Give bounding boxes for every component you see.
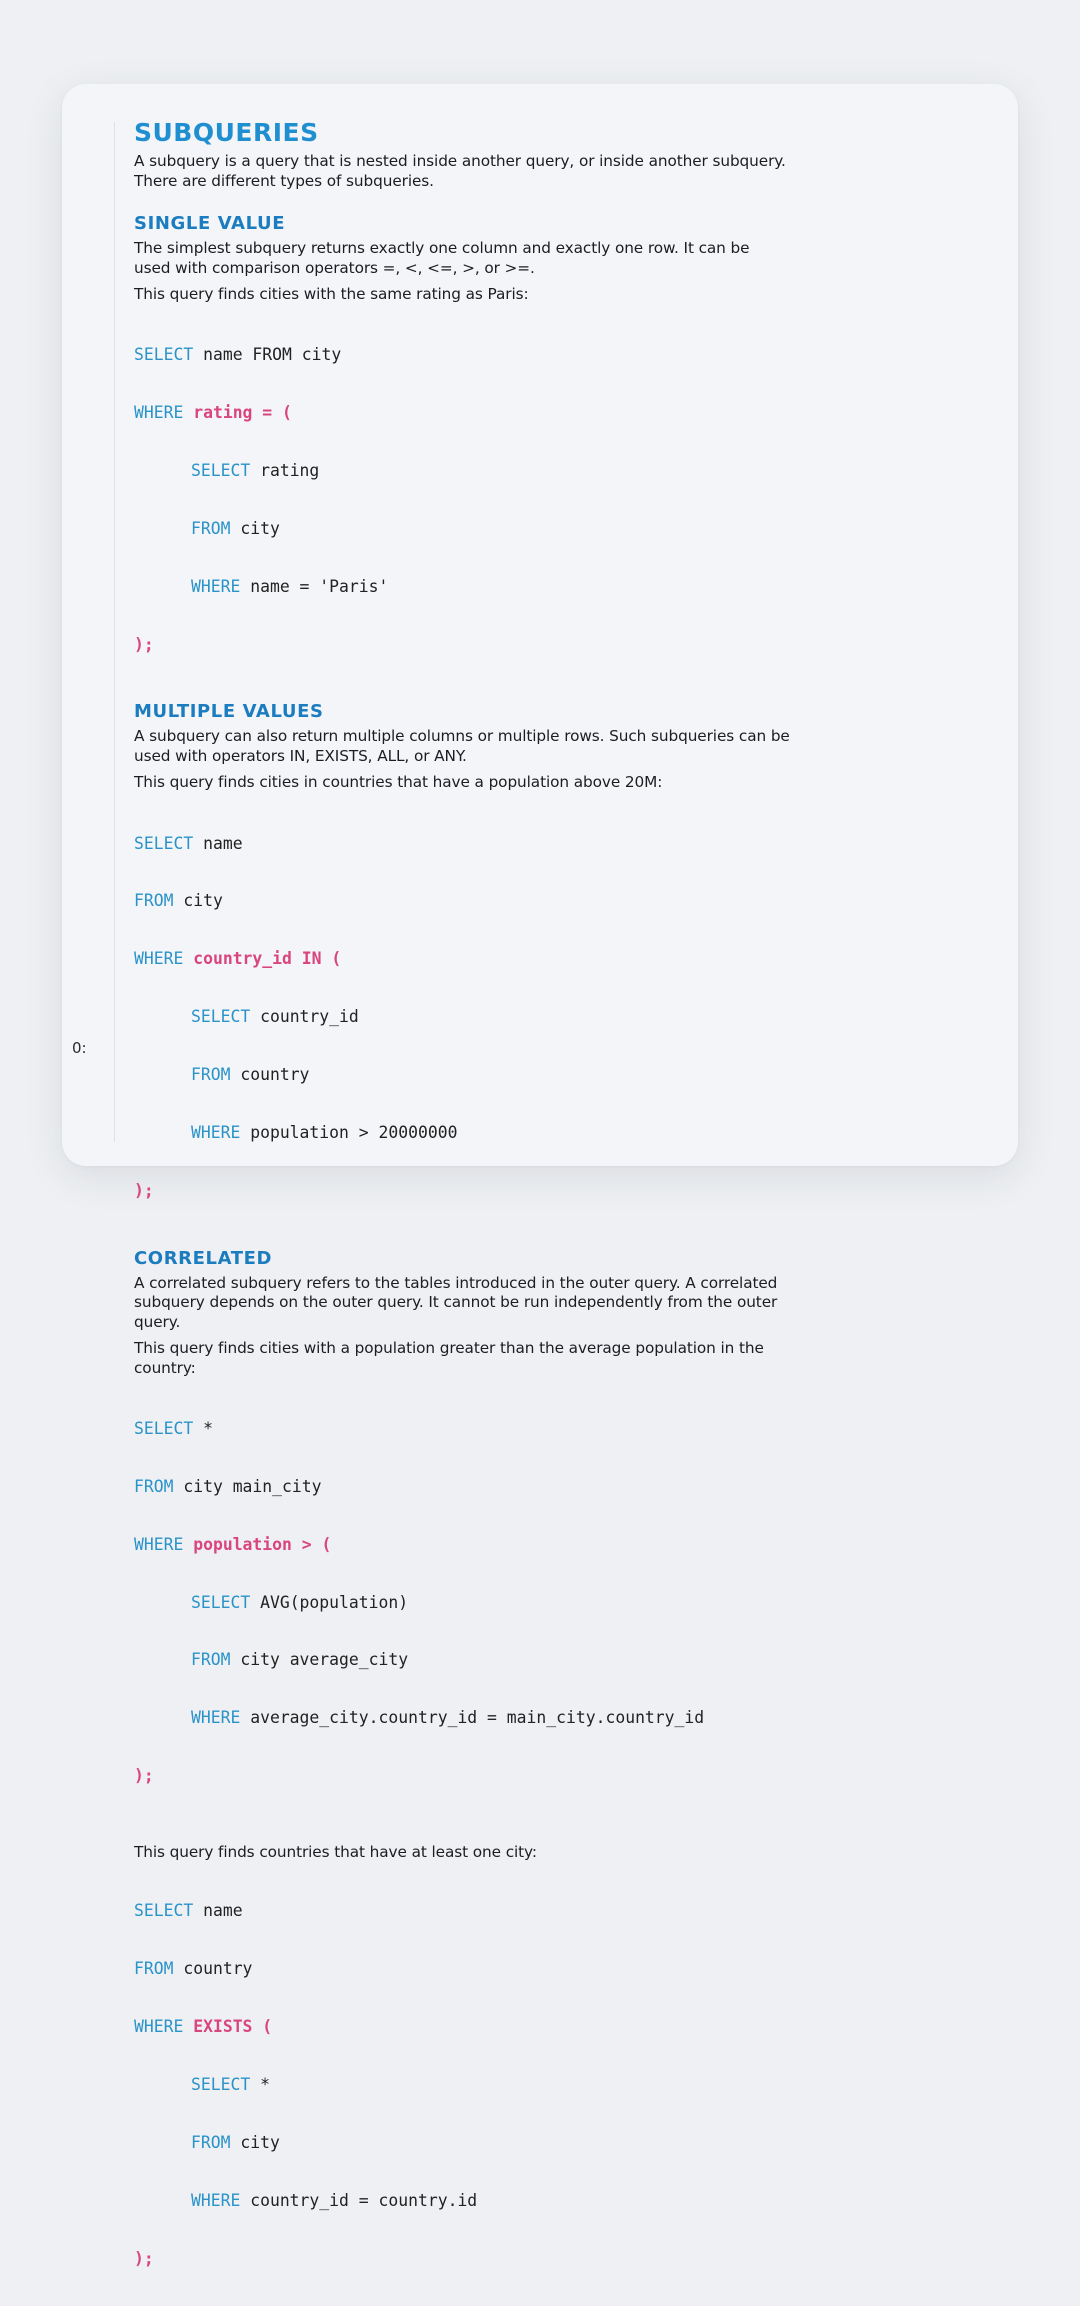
margin-note: 0: bbox=[72, 1039, 87, 1057]
code-block bbox=[134, 1863, 974, 2306]
code-line: FROM city bbox=[191, 2132, 280, 2152]
intro-text: A subquery is a query that is nested inside another query, or inside another subquery. There are different types of subqueries. bbox=[134, 152, 786, 190]
code-line: ); bbox=[134, 1766, 154, 1786]
example-intro: This query finds cities in countries that have a population above 20M: bbox=[134, 773, 663, 792]
example-intro: This query finds countries that have at least one city: bbox=[134, 1843, 537, 1862]
code-line: FROM city bbox=[191, 518, 280, 538]
section-correlated bbox=[134, 1246, 974, 2306]
code-line: FROM city average_city bbox=[191, 1650, 409, 1670]
margin-rule bbox=[114, 122, 115, 1142]
code-line: SELECT * bbox=[134, 1418, 213, 1438]
code-line: SELECT name bbox=[134, 1901, 243, 1921]
section-heading: MULTIPLE VALUES bbox=[134, 701, 324, 723]
code-line: ); bbox=[134, 634, 154, 654]
code-line: SELECT country_id bbox=[191, 1007, 359, 1027]
code-line: SELECT name bbox=[134, 833, 243, 853]
example-intro: This query finds cities with a population greater than the average population in the country: bbox=[134, 1339, 764, 1377]
code-block bbox=[134, 1380, 974, 1824]
code-line: SELECT name FROM city bbox=[134, 345, 342, 365]
code-line: WHERE country_id = country.id bbox=[191, 2190, 478, 2210]
code-line: ); bbox=[134, 1180, 154, 1200]
code-block bbox=[134, 795, 974, 1239]
section-description: A subquery can also return multiple columns or multiple rows. Such subqueries can be used with operators IN, EXISTS, ALL, or ANY. bbox=[134, 727, 790, 765]
code-line: ); bbox=[134, 2248, 154, 2268]
section-single-value bbox=[134, 211, 974, 692]
section-multiple-values bbox=[134, 699, 974, 1238]
code-line: SELECT AVG(population) bbox=[191, 1592, 409, 1612]
code-line: FROM city bbox=[134, 891, 223, 911]
code-line: SELECT rating bbox=[191, 460, 320, 480]
code-line: WHERE country_id IN ( bbox=[134, 949, 342, 969]
cheat-sheet-content bbox=[134, 116, 974, 2306]
section-heading: SINGLE VALUE bbox=[134, 213, 286, 234]
section-description: A correlated subquery refers to the tables introduced in the outer query. A correlated subquery depends on the outer query. It cannot be run independently from the outer query. bbox=[134, 1273, 778, 1331]
section-description: The simplest subquery returns exactly one column and exactly one row. It can be used with comparison operators =, <, <=, >, or >=. bbox=[134, 239, 750, 277]
code-line: WHERE average_city.country_id = main_city.country_id bbox=[191, 1708, 705, 1728]
section-heading: CORRELATED bbox=[134, 1247, 273, 1269]
page-title: SUBQUERIES bbox=[134, 118, 319, 147]
code-line: WHERE EXISTS ( bbox=[134, 2016, 273, 2036]
code-line: FROM country bbox=[134, 1959, 253, 1979]
code-line: WHERE population > 20000000 bbox=[191, 1122, 458, 1142]
code-block bbox=[134, 307, 974, 693]
code-line: WHERE rating = ( bbox=[134, 402, 292, 422]
code-line: WHERE name = 'Paris' bbox=[191, 576, 389, 596]
code-line: FROM city main_city bbox=[134, 1476, 322, 1496]
code-line: SELECT * bbox=[191, 2074, 270, 2094]
example-intro: This query finds cities with the same rating as Paris: bbox=[134, 285, 529, 303]
code-line: WHERE population > ( bbox=[134, 1534, 332, 1554]
code-line: FROM country bbox=[191, 1065, 310, 1085]
